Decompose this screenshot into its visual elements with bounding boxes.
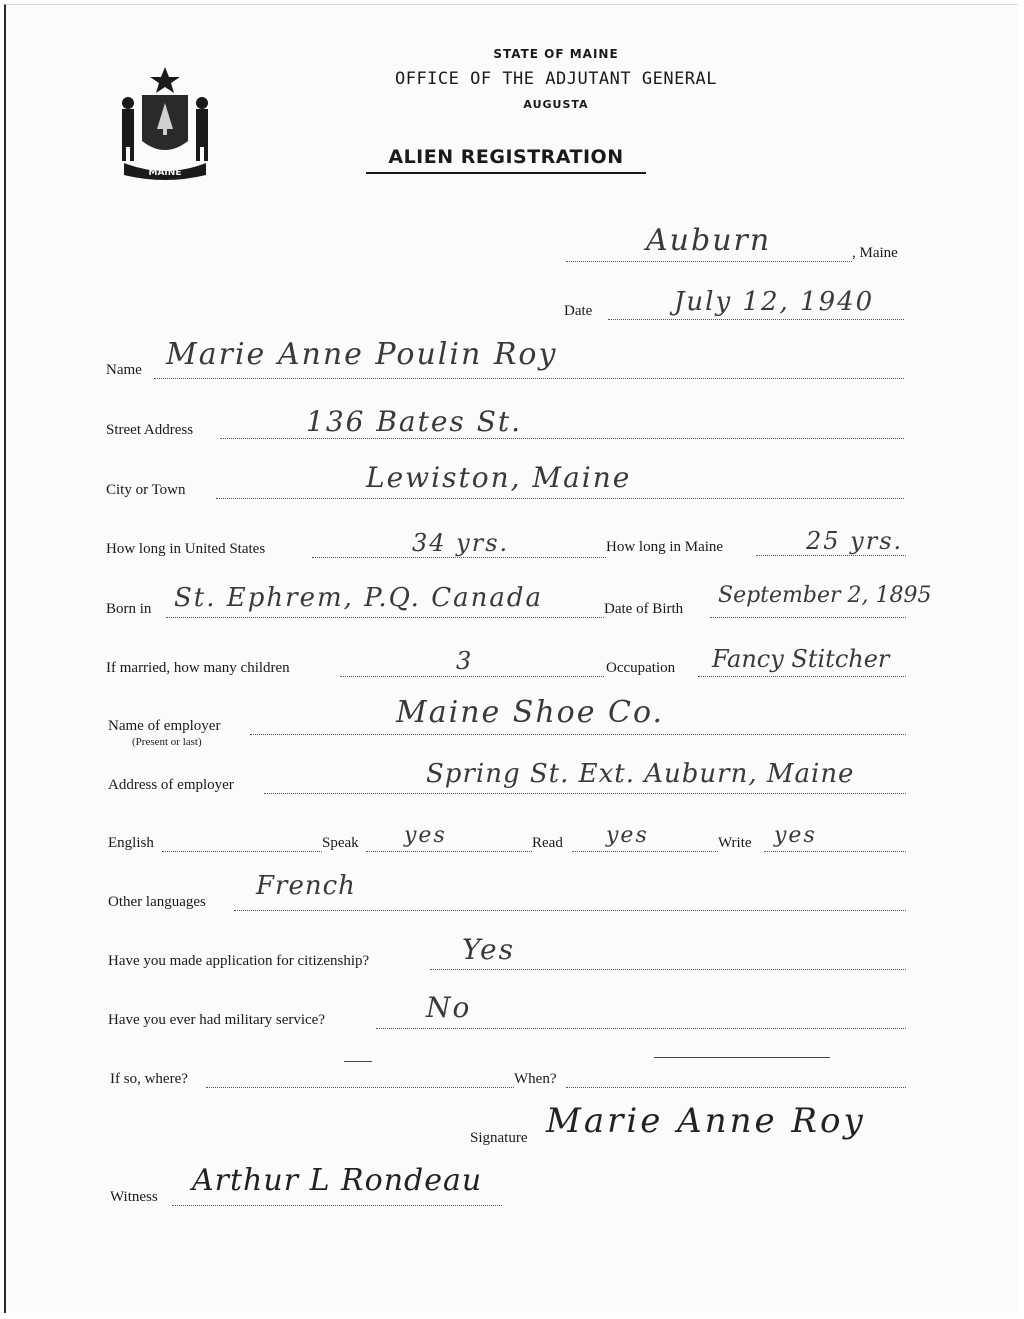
signature-label: Signature <box>470 1130 528 1146</box>
years-us-line <box>312 557 606 558</box>
occupation-label: Occupation <box>606 660 676 676</box>
employer-address-value: Spring St. Ext. Auburn, Maine <box>426 759 855 789</box>
name-label: Name <box>106 362 142 378</box>
children-value: 3 <box>456 647 474 675</box>
city-line <box>216 498 904 499</box>
location-line <box>566 261 852 262</box>
city-value: Lewiston, Maine <box>366 461 632 494</box>
street-label: Street Address <box>106 422 194 438</box>
write-line <box>764 851 906 852</box>
other-languages-label: Other languages <box>108 894 206 910</box>
military-label: Have you ever had military service? <box>108 1012 325 1028</box>
dob-line <box>710 617 906 618</box>
write-value: yes <box>774 823 817 848</box>
location-suffix: , Maine <box>852 245 898 261</box>
name-line <box>154 378 904 379</box>
date-label: Date <box>564 303 593 319</box>
employer-sublabel: (Present or last) <box>132 736 202 748</box>
when-label: When? <box>514 1071 557 1087</box>
other-languages-line <box>234 910 906 911</box>
other-languages-value: French <box>256 871 356 901</box>
date-line <box>608 319 904 320</box>
children-line <box>340 676 604 677</box>
witness-line <box>172 1205 502 1206</box>
employer-line <box>250 734 906 735</box>
military-line <box>376 1028 906 1029</box>
where-line <box>206 1087 514 1088</box>
date-value: July 12, 1940 <box>674 287 875 317</box>
dob-label: Date of Birth <box>604 601 684 617</box>
witness-value: Arthur L Rondeau <box>192 1163 483 1198</box>
military-value: No <box>426 991 472 1024</box>
form-title: ALIEN REGISTRATION <box>366 146 646 174</box>
years-us-value: 34 yrs. <box>412 529 510 557</box>
read-label: Read <box>532 835 563 851</box>
born-in-line <box>166 617 604 618</box>
signature-value: Marie Anne Roy <box>546 1101 866 1141</box>
born-in-label: Born in <box>106 601 152 617</box>
employer-address-line <box>264 793 906 794</box>
write-label: Write <box>718 835 752 851</box>
occupation-value: Fancy Stitcher <box>712 645 890 673</box>
office-heading: OFFICE OF THE ADJUTANT GENERAL <box>394 69 718 89</box>
city-label: City or Town <box>106 482 186 498</box>
when-dash <box>654 1057 830 1058</box>
state-heading: STATE OF MAINE <box>493 47 619 61</box>
years-us-label: How long in United States <box>106 541 266 557</box>
english-label: English <box>108 835 154 851</box>
speak-label: Speak <box>322 835 359 851</box>
employer-value: Maine Shoe Co. <box>396 695 665 730</box>
street-line <box>220 438 904 439</box>
where-dash <box>344 1061 372 1062</box>
seal-banner-text: MAINE <box>148 168 182 178</box>
years-maine-line <box>756 555 906 556</box>
name-value: Marie Anne Poulin Roy <box>166 337 558 372</box>
location-value: Auburn <box>646 223 772 258</box>
employer-address-label: Address of employer <box>108 777 234 793</box>
state-seal-icon <box>110 63 220 183</box>
speak-value: yes <box>404 823 447 848</box>
where-label: If so, where? <box>110 1071 188 1087</box>
years-maine-value: 25 yrs. <box>806 527 904 555</box>
citizenship-value: Yes <box>462 933 515 966</box>
citizenship-line <box>430 969 906 970</box>
years-maine-label: How long in Maine <box>606 539 724 555</box>
form-page <box>4 4 1018 1313</box>
occupation-line <box>698 676 906 677</box>
witness-label: Witness <box>110 1189 158 1205</box>
dob-value: September 2, 1895 <box>718 583 932 608</box>
employer-label: Name of employer <box>108 718 221 734</box>
born-in-value: St. Ephrem, P.Q. Canada <box>174 583 543 613</box>
when-line <box>566 1087 906 1088</box>
city-heading: AUGUSTA <box>523 98 589 111</box>
speak-line <box>366 851 532 852</box>
children-label: If married, how many children <box>106 660 290 676</box>
english-line <box>162 851 322 852</box>
citizenship-label: Have you made application for citizenship? <box>108 953 370 969</box>
read-value: yes <box>606 823 649 848</box>
street-value: 136 Bates St. <box>306 405 523 438</box>
read-line <box>572 851 718 852</box>
